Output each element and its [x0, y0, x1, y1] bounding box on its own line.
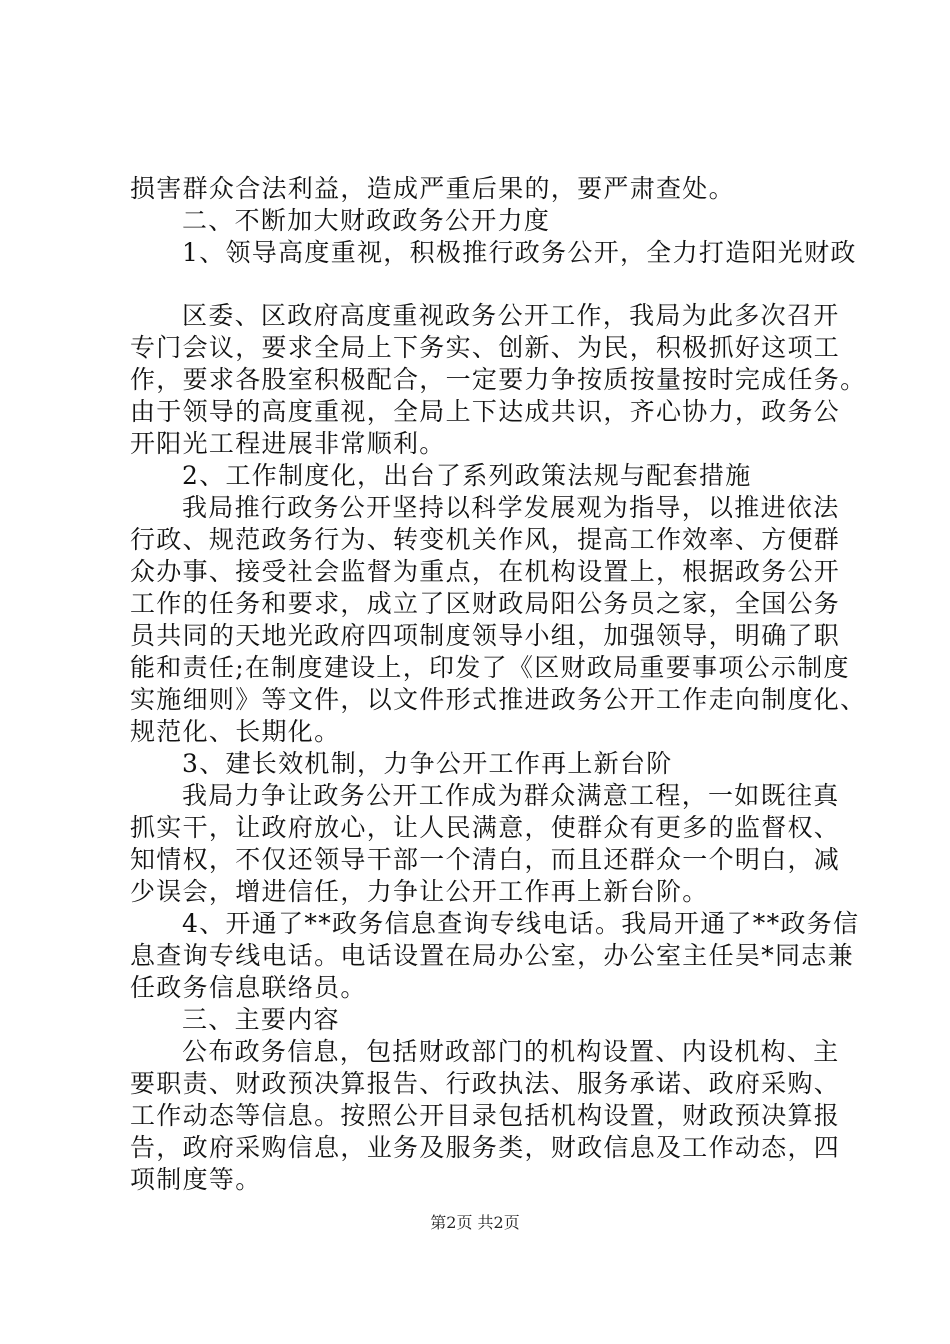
text-line: 区委、区政府高度重视政务公开工作，我局为此多次召开 [182, 301, 840, 330]
page-number-footer: 第2页 共2页 [430, 1213, 520, 1232]
text-line: 损害群众合法利益，造成严重后果的，要严肃查处。 [130, 174, 735, 203]
text-line: 能和责任;在制度建设上，印发了《区财政局重要事项公示制度 [130, 653, 850, 682]
subsection-heading: 1、领导高度重视，积极推行政务公开，全力打造阳光财政 [182, 238, 857, 267]
text-line: 要职责、财政预决算报告、行政执法、服务承诺、政府采购、 [130, 1069, 841, 1098]
text-line: 员共同的天地光政府四项制度领导小组，加强领导，明确了职 [130, 621, 841, 650]
section-heading: 二、不断加大财政政务公开力度 [182, 206, 551, 235]
text-line: 我局推行政务公开坚持以科学发展观为指导，以推进依法 [182, 493, 840, 522]
text-line: 少误会，增进信任，力争让公开工作再上新台阶。 [130, 877, 709, 906]
subsection-heading: 3、建长效机制，力争公开工作再上新台阶 [182, 749, 673, 778]
section-heading: 三、主要内容 [182, 1005, 340, 1034]
text-line: 抓实干，让政府放心，让人民满意，使群众有更多的监督权、 [130, 813, 841, 842]
subsection-heading: 2、工作制度化，出台了系列政策法规与配套措施 [182, 461, 752, 490]
text-line: 开阳光工程进展非常顺利。 [130, 429, 446, 458]
text-line: 由于领导的高度重视，全局上下达成共识，齐心协力，政务公 [130, 397, 841, 426]
text-line: 行政、规范政务行为、转变机关作风，提高工作效率、方便群 [130, 525, 841, 554]
text-line: 规范化、长期化。 [130, 717, 341, 746]
text-line: 项制度等。 [130, 1165, 262, 1194]
text-line: 实施细则》等文件，以文件形式推进政务公开工作走向制度化、 [130, 685, 867, 714]
text-line: 公布政务信息，包括财政部门的机构设置、内设机构、主 [182, 1037, 840, 1066]
text-line: 息查询专线电话。电话设置在局办公室，办公室主任吴*同志兼 [130, 941, 854, 970]
text-line: 专门会议，要求全局上下务实、创新、为民，积极抓好这项工 [130, 333, 841, 362]
text-line: 告，政府采购信息，业务及服务类，财政信息及工作动态，四 [130, 1133, 841, 1162]
subsection-heading: 4、开通了**政务信息查询专线电话。我局开通了**政务信 [182, 909, 860, 938]
text-line: 众办事、接受社会监督为重点，在机构设置上，根据政务公开 [130, 557, 841, 586]
text-line: 任政务信息联络员。 [130, 973, 367, 1002]
text-line: 工作动态等信息。按照公开目录包括机构设置，财政预决算报 [130, 1101, 841, 1130]
text-line: 工作的任务和要求，成立了区财政局阳公务员之家，全国公务 [130, 589, 841, 618]
text-line: 知情权，不仅还领导干部一个清白，而且还群众一个明白，减 [130, 845, 841, 874]
text-line: 作，要求各股室积极配合，一定要力争按质按量按时完成任务。 [130, 365, 867, 394]
text-line: 我局力争让政务公开工作成为群众满意工程，一如既往真 [182, 781, 840, 810]
